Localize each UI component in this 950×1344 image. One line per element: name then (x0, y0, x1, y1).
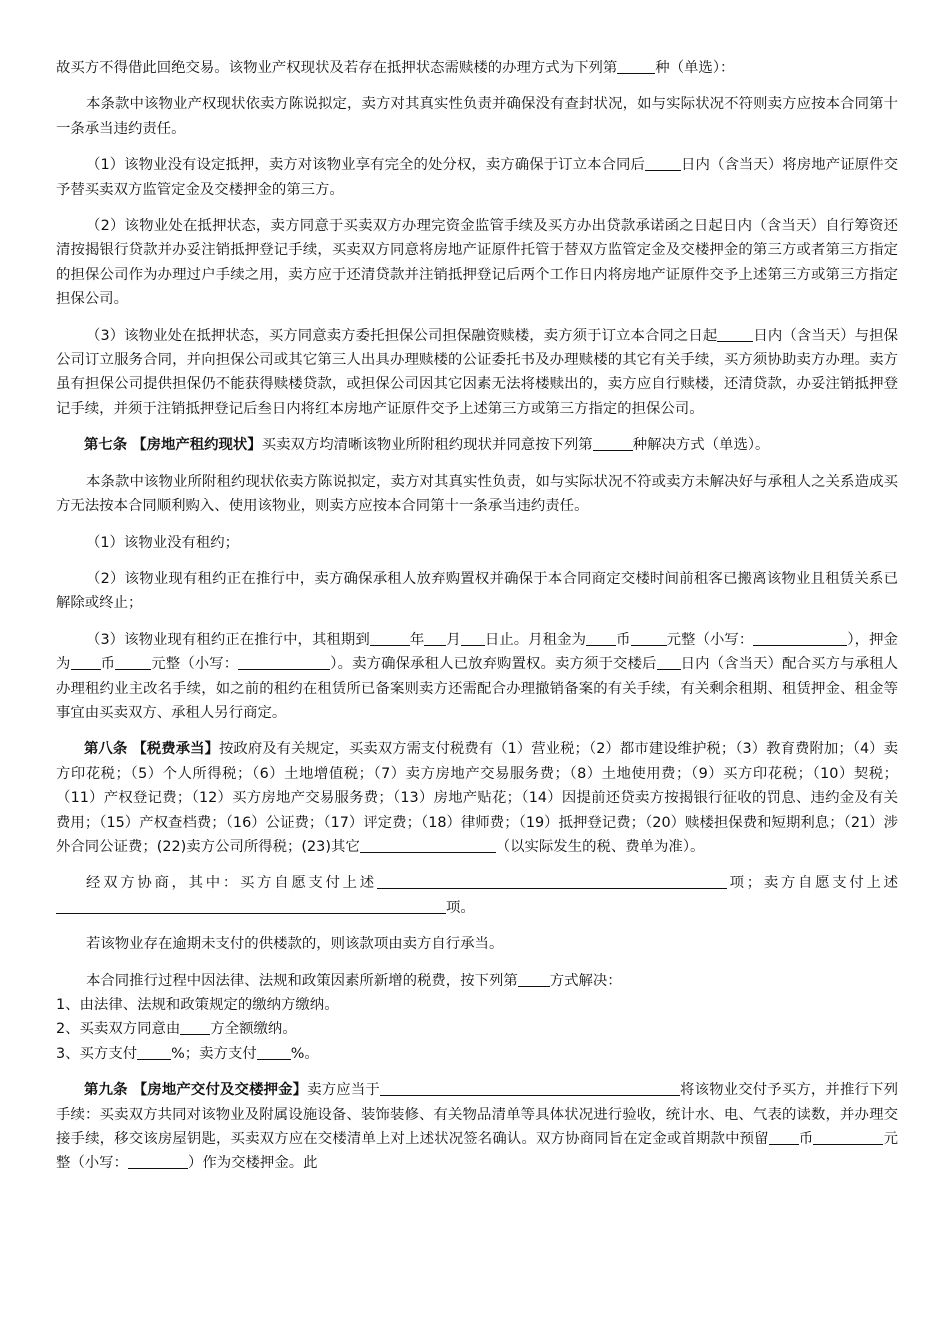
blank-option[interactable] (518, 972, 550, 987)
text: 买卖双方均清晰该物业所附租约现状并同意按下列第 (261, 437, 593, 454)
text: 本合同推行过程中因法律、法规和政策因素所新增的税费，按下列第 (86, 972, 518, 989)
text: 方式解决： (549, 972, 622, 989)
text: %；卖方支付 (171, 1045, 257, 1062)
blank-field[interactable] (717, 327, 753, 342)
article-8-arrears: 若该物业存在逾期未支付的供楼款的，则该款项由卖方自行承当。 (86, 936, 504, 953)
text: 2、买卖双方同意由 (56, 1021, 181, 1038)
blank-day[interactable] (461, 631, 485, 646)
blank-amount-small[interactable] (238, 655, 330, 670)
paragraph-ownership-statement: 本条款中该物业产权现状依卖方陈说拟定，卖方对其真实性负责并确保没有查封状况，如与实际状况不符则卖方应按本合同第十一条承当违约责任。 (56, 96, 898, 137)
text: 种解决方式（单选）。 (632, 437, 770, 454)
text: 故买方不得借此回绝交易。该物业产权现状及若存在抵押状态需赎楼的办理方式为下列第 (56, 60, 618, 76)
blank-party[interactable] (180, 1020, 210, 1035)
article-7-option-2: （2）该物业现有租约正在推行中，卖方确保承租人放弃购置权并确保于本合同商定交楼时间前租客已搬离该物业且租赁关系已解除或终止； (56, 570, 898, 612)
blank-buyer-items[interactable] (377, 874, 727, 889)
article-7-title: 第七条 【房地产租约现状】 (84, 437, 262, 454)
text: 项。 (446, 899, 475, 916)
blank-field[interactable] (617, 59, 655, 74)
text: 日内（含当天）配合买方与承租人办理租约业主改名手续，如之前的租约在租赁所已备案则卖方还需配合办理撤销备案的有关手续，有关剩余租期、租赁押金、租金等事宜由买卖双方、承租人另行商定。 (56, 656, 898, 721)
blank-other-fees[interactable] (360, 838, 496, 853)
blank-currency[interactable] (586, 631, 616, 646)
article-7-option-1: （1）该物业没有租约； (86, 534, 240, 551)
article-8-new-taxes (56, 969, 898, 993)
contract-page (56, 56, 898, 1176)
blank-days[interactable] (657, 655, 681, 670)
option-2-mortgage-self-redeem: （2）该物业处在抵押状态，卖方同意于买卖双方办理完资金监管手续及买方办出贷款承诺函之日起日内（含当天）自行筹资还清按揭银行贷款并办妥注销抵押登记手续，买卖双方同意将房地产证原件托管于替双方监管定金及交楼押金的第三方或者第三方指定的担保公司作为办理过户手续之用，卖方应于还清贷款并注销抵押登记后两个工作日内将房地产证原件交予上述第三方或第三方指定担保公司。 (56, 218, 898, 308)
blank-year[interactable] (370, 631, 410, 646)
blank-month[interactable] (424, 631, 446, 646)
text: 币 (616, 631, 631, 648)
text: 方全额缴纳。 (210, 1021, 297, 1038)
text: 将该物业交付予买方，并推行下列手续：买卖双方共同对该物业及附属设施设备、装饰装修、有关物品清单等具体状况进行验收，统计水、电、气表的读数，并办理交接手续，移交该房屋钥匙，买卖双方应在交楼清单上对上述状况签名确认。双方协商同旨在定金或首期款中预留 (56, 1082, 898, 1148)
text: 币 (100, 656, 116, 673)
blank-amount[interactable] (631, 631, 667, 646)
article-8-paragraph (56, 737, 898, 859)
blank-seller-items[interactable] (56, 899, 446, 914)
text: ）。卖方确保承租人已放弃购置权。卖方须于交楼后 (330, 656, 657, 673)
article-8-list-3 (56, 1042, 898, 1066)
blank-field[interactable] (593, 436, 633, 451)
blank-currency[interactable] (71, 655, 101, 670)
article-8-list-2 (56, 1017, 898, 1041)
text: 按政府及有关规定，买卖双方需支付税费有（1）营业税；（2）都市建设维护税；（3）教育费附加；（4）卖方印花税；（5）个人所得税；（6）土地增值税；（7）卖方房地产交易服务费；（8）土地使用费；（9）买方印花税；（10）契税；（11）产权登记费；（12）买方房地产交易服务费；（13）房地产贴花；（14）因提前还贷卖方按揭银行征收的罚息、违约金及有关费用；（15）产权查档费；（16）公证费；（17）评定费；（18）律师费；（19）抵押登记费；（20）赎楼担保费和短期利息；（21）涉外合同公证费；(22)卖方公司所得税；(23)其它 (56, 741, 898, 855)
text: 3、买方支付 (56, 1045, 138, 1062)
text: （3）该物业现有租约正在推行中，其租期到 (86, 631, 370, 648)
text: ）作为交楼押金。此 (187, 1155, 318, 1172)
article-8-negotiation (56, 871, 898, 920)
text: 项；卖方自愿支付上述 (726, 875, 898, 892)
text: 卖方应当于 (307, 1082, 380, 1099)
article-9-title: 第九条 【房地产交付及交楼押金】 (84, 1082, 308, 1099)
text: 元整（小写： (666, 631, 754, 648)
blank-field[interactable] (645, 156, 681, 171)
text: （1）该物业没有设定抵押，卖方对该物业享有完全的处分权，卖方确保于订立本合同后 (86, 157, 645, 174)
article-8-list-1: 1、由法律、法规和政策规定的缴纳方缴纳。 (56, 997, 339, 1013)
blank-amount[interactable] (813, 1130, 883, 1145)
text: 元整（小写： (56, 1131, 898, 1172)
blank-percent[interactable] (257, 1045, 291, 1060)
text: 年 (409, 631, 425, 648)
blank-amount-small[interactable] (128, 1154, 188, 1169)
text: ），押金为 (56, 631, 898, 673)
blank-currency[interactable] (769, 1130, 799, 1145)
blank-amount[interactable] (115, 655, 151, 670)
text: （以实际发生的税、费单为准）。 (495, 838, 705, 855)
text: 币 (798, 1131, 814, 1148)
article-9-paragraph (56, 1078, 898, 1176)
option-3-mortgage-guarantee-redeem (56, 324, 898, 422)
text: 种（单选）： (655, 60, 735, 76)
text: 日内（含当天）将房地产证原件交予替买卖双方监管定金及交楼押金的第三方。 (56, 157, 898, 198)
article-7-option-3 (56, 628, 898, 726)
text: 日内（含当天）与担保公司订立服务合同，并向担保公司或其它第三人出具办理赎楼的公证委托书及办理赎楼的其它有关手续，买方须协助卖方办理。卖方虽有担保公司提供担保仍不能获得赎楼贷款，或担保公司因其它因素无法将楼赎出的，卖方应自行赎楼，还清贷款，办妥注销抵押登记手续，并须于注销抵押登记后叁日内将红本房地产证原件交予上述第三方或第三方指定的担保公司。 (56, 327, 898, 417)
text: 经双方协商，其中：买方自愿支付上述 (86, 875, 377, 892)
blank-delivery-date[interactable] (380, 1081, 680, 1096)
text: %。 (290, 1045, 319, 1062)
text: 月 (446, 631, 461, 648)
text: 元整（小写： (151, 656, 239, 673)
text: 日止。月租金为 (484, 631, 587, 648)
blank-percent[interactable] (137, 1045, 171, 1060)
option-1-no-mortgage (56, 153, 898, 202)
blank-amount-small[interactable] (753, 631, 847, 646)
article-8-title: 第八条 【税费承当】 (84, 741, 219, 758)
paragraph-intro (56, 56, 898, 80)
text: （3）该物业处在抵押状态，买方同意卖方委托担保公司担保融资赎楼，卖方须于订立本合同之日起 (86, 327, 718, 344)
article-7-heading-paragraph (56, 433, 898, 457)
article-7-statement: 本条款中该物业所附租约现状依卖方陈说拟定，卖方对其真实性负责，如与实际状况不符或卖方未解决好与承租人之关系造成买方无法按本合同顺利购入、使用该物业，则卖方应按本合同第十一条承当违约责任。 (56, 473, 898, 515)
